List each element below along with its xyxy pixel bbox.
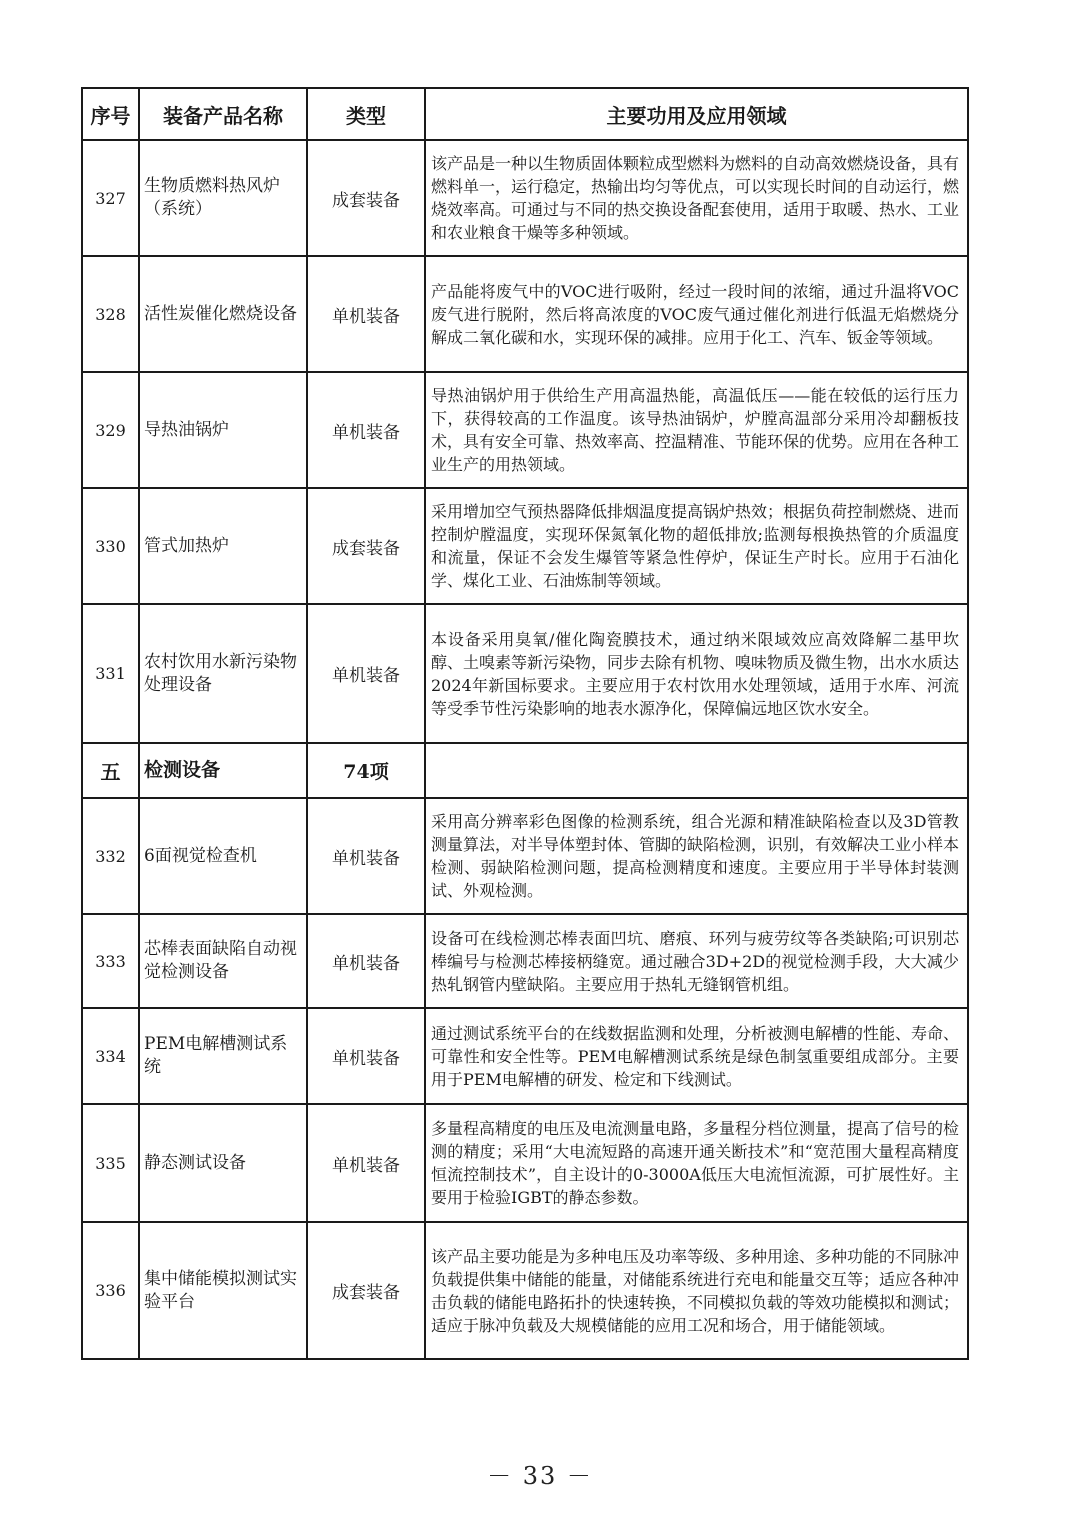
header-product-name: 装备产品名称 <box>139 88 307 140</box>
section-count: 74项 <box>307 743 425 798</box>
row-description: 导热油锅炉用于供给生产用高温热能，高温低压——能在较低的运行压力下，获得较高的工作温度。该导热油锅炉，炉膛高温部分采用冷却翻板技术，具有安全可靠、热效率高、控温精准、节能环保的优势。应用在各种工业生产的用热领域。 <box>425 372 968 488</box>
table-row <box>82 1104 968 1222</box>
row-type: 成套装备 <box>307 140 425 256</box>
row-product-name: 活性炭催化燃烧设备 <box>139 256 307 372</box>
header-serial: 序号 <box>82 88 139 140</box>
row-product-name: 芯棒表面缺陷自动视觉检测设备 <box>139 914 307 1008</box>
row-number: 330 <box>82 488 139 604</box>
row-number: 334 <box>82 1008 139 1104</box>
table-row <box>82 798 968 914</box>
row-type: 单机装备 <box>307 1104 425 1222</box>
row-product-name: 农村饮用水新污染物处理设备 <box>139 604 307 743</box>
row-product-name: 集中储能模拟测试实验平台 <box>139 1222 307 1359</box>
header-type: 类型 <box>307 88 425 140</box>
table-row <box>82 372 968 488</box>
row-number: 328 <box>82 256 139 372</box>
row-description: 通过测试系统平台的在线数据监测和处理，分析被测电解槽的性能、寿命、可靠性和安全性等。PEM电解槽测试系统是绿色制氢重要组成部分。主要用于PEM电解槽的研发、检定和下线测试。 <box>425 1008 968 1104</box>
row-description: 该产品是一种以生物质固体颗粒成型燃料为燃料的自动高效燃烧设备，具有燃料单一，运行稳定，热输出均匀等优点，可以实现长时间的自动运行，燃烧效率高。可通过与不同的热交换设备配套使用，适用于取暖、热水、工业和农业粮食干燥等多种领域。 <box>425 140 968 256</box>
row-description: 多量程高精度的电压及电流测量电路，多量程分档位测量，提高了信号的检测的精度；采用“大电流短路的高速开通关断技术”和“宽范围大量程高精度恒流控制技术”，自主设计的0-3000A低压大电流恒流源，可扩展性好。主要用于检验IGBT的静态参数。 <box>425 1104 968 1222</box>
row-type: 单机装备 <box>307 372 425 488</box>
row-description: 设备可在线检测芯棒表面凹坑、磨痕、环列与疲劳纹等各类缺陷;可识别芯棒编号与检测芯棒接柄缝宽。通过融合3D+2D的视觉检测手段，大大减少热轧钢管内壁缺陷。主要应用于热轧无缝钢管机组。 <box>425 914 968 1008</box>
section-empty-cell <box>425 743 968 798</box>
row-number: 335 <box>82 1104 139 1222</box>
row-product-name: 导热油锅炉 <box>139 372 307 488</box>
row-product-name: 生物质燃料热风炉（系统） <box>139 140 307 256</box>
row-number: 327 <box>82 140 139 256</box>
row-number: 336 <box>82 1222 139 1359</box>
row-description: 该产品主要功能是为多种电压及功率等级、多种用途、多种功能的不同脉冲负载提供集中储能的能量，对储能系统进行充电和能量交互等；适应各种冲击负载的储能电路拓扑的快速转换，不同模拟负载的等效功能模拟和测试；适应于脉冲负载及大规模储能的应用工况和场合，用于储能领域。 <box>425 1222 968 1359</box>
row-number: 331 <box>82 604 139 743</box>
section-title: 检测设备 <box>139 743 307 798</box>
header-function: 主要功用及应用领域 <box>425 88 968 140</box>
row-product-name: 6面视觉检查机 <box>139 798 307 914</box>
row-description: 采用高分辨率彩色图像的检测系统，组合光源和精准缺陷检查以及3D管教测量算法，对半导体塑封体、管脚的缺陷检测，识别，有效解决工业小样本检测、弱缺陷检测问题，提高检测精度和速度。主要应用于半导体封装测试、外观检测。 <box>425 798 968 914</box>
table-row <box>82 914 968 1008</box>
table-row <box>82 140 968 256</box>
row-type: 单机装备 <box>307 914 425 1008</box>
row-product-name: 管式加热炉 <box>139 488 307 604</box>
row-type: 单机装备 <box>307 1008 425 1104</box>
equipment-table <box>81 87 969 1360</box>
row-type: 成套装备 <box>307 1222 425 1359</box>
row-type: 单机装备 <box>307 604 425 743</box>
table-row <box>82 1222 968 1359</box>
row-type: 单机装备 <box>307 798 425 914</box>
row-description: 产品能将废气中的VOC进行吸附，经过一段时间的浓缩，通过升温将VOC废气进行脱附，然后将高浓度的VOC废气通过催化剂进行低温无焰燃烧分解成二氧化碳和水，实现环保的减排。应用于化工、汽车、钣金等领域。 <box>425 256 968 372</box>
table-header-row <box>82 88 968 140</box>
section-number: 五 <box>82 743 139 798</box>
row-product-name: PEM电解槽测试系统 <box>139 1008 307 1104</box>
table-row <box>82 1008 968 1104</box>
row-number: 329 <box>82 372 139 488</box>
row-number: 333 <box>82 914 139 1008</box>
row-product-name: 静态测试设备 <box>139 1104 307 1222</box>
page-number: － 33 － <box>487 1462 593 1490</box>
table-row <box>82 488 968 604</box>
row-type: 单机装备 <box>307 256 425 372</box>
row-number: 332 <box>82 798 139 914</box>
section-row <box>82 743 968 798</box>
table-row <box>82 256 968 372</box>
row-description: 采用增加空气预热器降低排烟温度提高锅炉热效；根据负荷控制燃烧、进而控制炉膛温度，实现环保氮氧化物的超低排放;监测每根换热管的介质温度和流量，保证不会发生爆管等紧急性停炉，保证生产时长。应用于石油化学、煤化工业、石油炼制等领域。 <box>425 488 968 604</box>
row-description: 本设备采用臭氧/催化陶瓷膜技术，通过纳米限域效应高效降解二基甲坎醇、土嗅素等新污染物，同步去除有机物、嗅味物质及微生物，出水水质达2024年新国标要求。主要应用于农村饮用水处理领域，适用于水库、河流等受季节性污染影响的地表水源净化，保障偏远地区饮水安全。 <box>425 604 968 743</box>
row-type: 成套装备 <box>307 488 425 604</box>
table-row <box>82 604 968 743</box>
